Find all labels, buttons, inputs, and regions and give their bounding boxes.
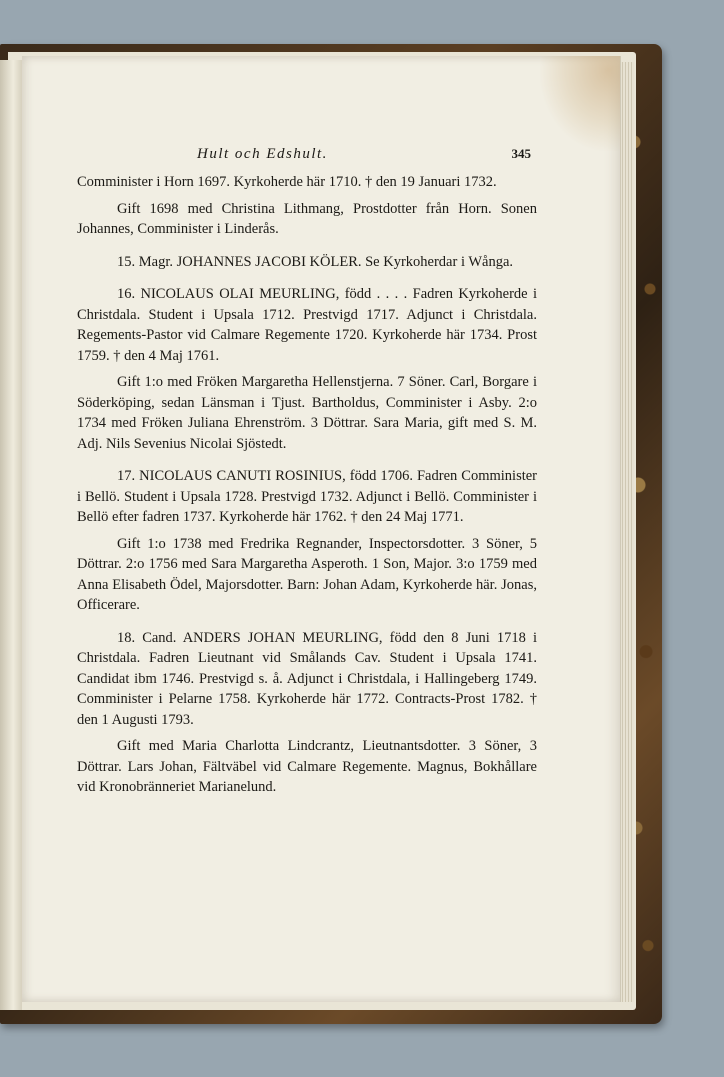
- paragraph: Gift 1:o 1738 med Fredrika Regnander, Inspectorsdotter. 3 Söner, 5 Döttrar. 2:o 1756 med Sara Margaretha Asperoth. 1 Son, Major. 3:o 1759 med Anna Elisabeth Ödel, Majorsdotter. Barn: Johan Adam, Kyrkoherde här. Jonas, Officerare.: [77, 535, 537, 613]
- entry-paragraph: 16. NICOLAUS OLAI MEURLING, född . . . . Fadren Kyrkoherde i Christdala. Student i Upsala 1712. Prestvigd 1717. Adjunct i Christdala. Regements-Pastor vid Calmare Regemente 1720. Kyrkoherde här 1734. Prost 1759. † den 4 Maj 1761.: [77, 286, 537, 364]
- entry-paragraph: 18. Cand. ANDERS JOHAN MEURLING, född den 8 Juni 1718 i Christdala. Fadren Lieutnant vid Smålands Cav. Student i Upsala 1741. Candidat ibm 1746. Prestvigd s. å. Adjunct i Christdala, i Hallingeberg 1749. Comminister i Pelarne 1758. Kyrkoherde här 1772. Contracts-Prost 1782. † den 1 Augusti 1793.: [77, 629, 537, 728]
- facing-page-edge: [0, 60, 22, 1010]
- running-header: [77, 136, 537, 166]
- paragraph: Comminister i Horn 1697. Kyrkoherde här 1710. † den 19 Januari 1732.: [77, 174, 497, 190]
- book-page: [22, 56, 621, 1002]
- paragraph: Gift 1:o med Fröken Margaretha Hellenstjerna. 7 Söner. Carl, Borgare i Söderköping, sedan Länsman i Tjust. Bartholdus, Comminister i Asby. 2:o 1734 med Fröken Juliana Ehrenström. 3 Döttrar. Sara Maria, gift med S. M. Adj. Nils Sevenius Nicolai Sjöstedt.: [77, 374, 537, 452]
- page-edges: [620, 62, 634, 1002]
- paragraph: Gift 1698 med Christina Lithmang, Prostdotter från Horn. Sonen Johannes, Comminister i Linderås.: [77, 200, 537, 237]
- page-text: [77, 136, 537, 798]
- running-title: Hult och Edshult.: [197, 146, 328, 162]
- page-number: 345: [511, 146, 531, 161]
- page-stain: [540, 56, 620, 151]
- entry-paragraph: 15. Magr. JOHANNES JACOBI KÖLER. Se Kyrkoherdar i Wånga.: [117, 253, 514, 270]
- entry-paragraph: 17. NICOLAUS CANUTI ROSINIUS, född 1706. Fadren Comminister i Bellö. Student i Upsala 1728. Prestvigd 1732. Adjunct i Bellö. Comminister i Bellö efter fadren 1737. Kyrkoherde här 1762. † den 24 Maj 1771.: [77, 468, 537, 525]
- paragraph: Gift med Maria Charlotta Lindcrantz, Lieutnantsdotter. 3 Söner, 3 Döttrar. Lars Johan, Fältväbel vid Calmare Regemente. Magnus, Bokhållare vid Kronobränneriet Marianelund.: [77, 738, 537, 795]
